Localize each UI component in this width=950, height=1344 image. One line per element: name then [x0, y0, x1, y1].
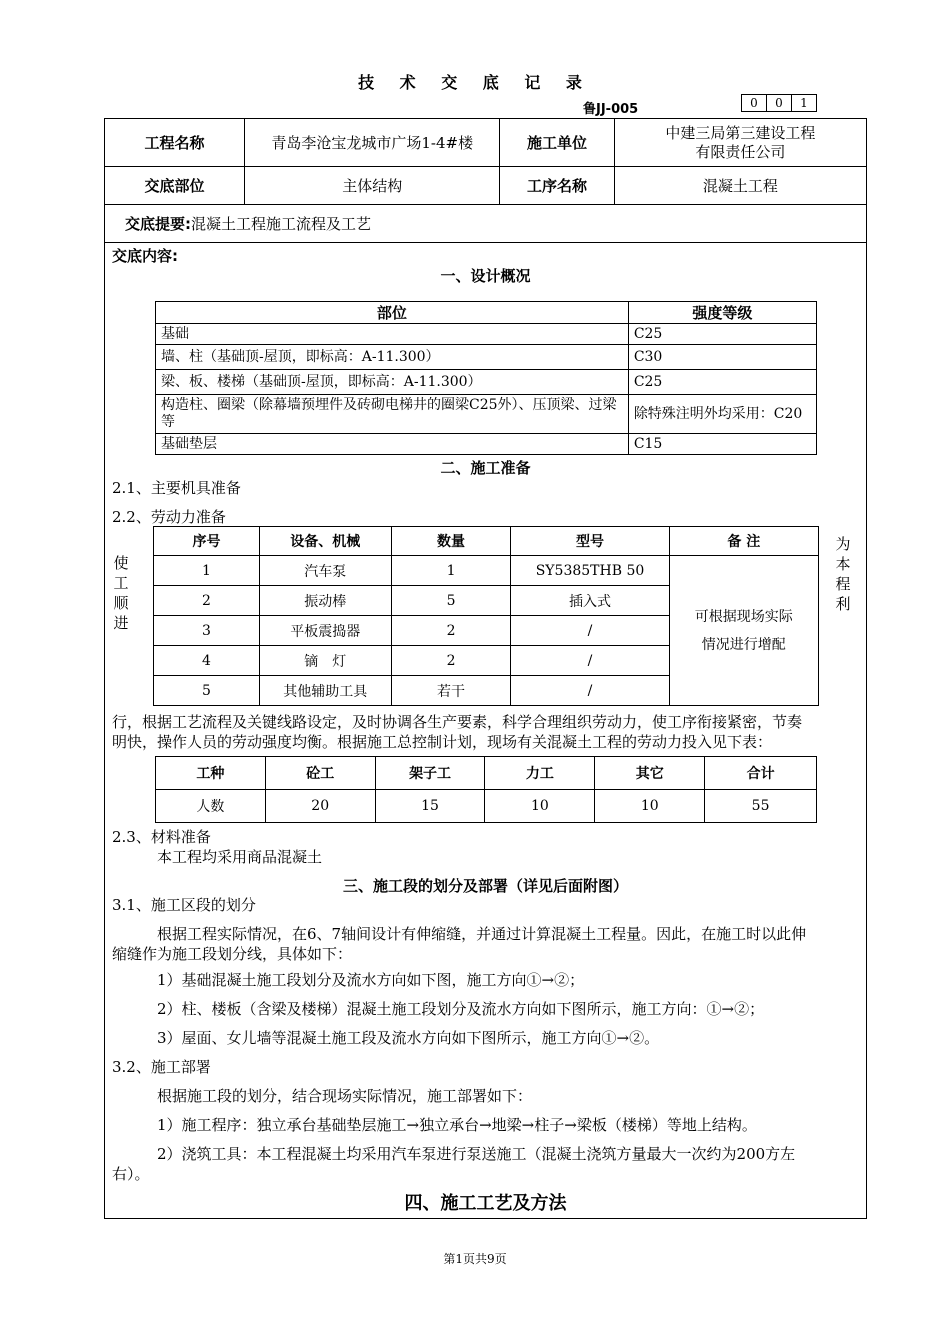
labor-cell: 10 — [595, 790, 705, 823]
table-row — [156, 324, 817, 345]
section3-1-paragraph-line1: 根据工程实际情况，在6、7轴间设计有伸缩缝，并通过计算混凝土工程量。因此，在施工时以此伸 — [157, 925, 807, 943]
equip-no: 5 — [154, 676, 260, 706]
equip-model: / — [511, 616, 669, 646]
part-label: 交底部位 — [105, 167, 245, 205]
summary-row — [105, 205, 867, 243]
grade-cell: C25 — [628, 324, 816, 345]
section3-1-paragraph-line2: 缩缝作为施工段划分线，具体如下： — [112, 945, 353, 963]
grade-cell: 除特殊注明外均采用：C20 — [628, 395, 816, 434]
serial-digit: 1 — [791, 94, 817, 112]
equip-header: 设备、机械 — [259, 527, 391, 556]
section2-3-heading: 2.3、材料准备 — [112, 828, 211, 846]
equip-note-line2: 情况进行增配 — [701, 636, 786, 653]
part-value: 主体结构 — [245, 167, 500, 205]
col-part-header: 部位 — [156, 302, 629, 324]
summary-value: 混凝土工程施工流程及工艺 — [191, 215, 372, 233]
col-grade-header: 强度等级 — [628, 302, 816, 324]
equip-no: 4 — [154, 646, 260, 676]
table-row — [154, 556, 819, 586]
equip-qty: 5 — [391, 586, 511, 616]
labor-header: 其它 — [595, 757, 705, 790]
section3-2-item2-line1: 2）浇筑工具：本工程混凝土均采用汽车泵进行泵送施工（混凝土浇筑方量最大一次约为200方左 — [157, 1145, 796, 1163]
equip-header: 型号 — [511, 527, 669, 556]
side-text-left: 使 工 顺 进 — [113, 554, 129, 632]
equip-qty: 1 — [391, 556, 511, 586]
section3-2-paragraph: 根据施工段的划分，结合现场实际情况，施工部署如下： — [157, 1087, 533, 1105]
document-title: 技 术 交 底 记 录 — [358, 73, 592, 92]
part-cell: 构造柱、圈梁（除幕墙预埋件及砖砌电梯井的圈梁C25外）、压顶梁、过梁等 — [156, 395, 629, 434]
serial-digit: 0 — [741, 94, 767, 112]
equip-note-line1: 可根据现场实际 — [694, 608, 793, 625]
labor-header: 砼工 — [265, 757, 375, 790]
equip-header: 备 注 — [669, 527, 818, 556]
section3-2-item2-line2: 右）。 — [112, 1165, 150, 1183]
table-row — [156, 434, 817, 455]
equip-name: 其他辅助工具 — [259, 676, 391, 706]
equip-no: 3 — [154, 616, 260, 646]
side-text-right: 为 本 程 利 — [835, 535, 851, 613]
section3-2-item1: 1）施工程序：独立承台基础垫层施工→独立承台→地梁→柱子→梁板（楼梯）等地上结构。 — [157, 1116, 757, 1134]
equip-name: 镝 灯 — [259, 646, 391, 676]
table-row — [156, 370, 817, 395]
content-label: 交底内容: — [112, 247, 178, 265]
section2-1-heading: 2.1、主要机具准备 — [112, 479, 241, 497]
equipment-table — [153, 526, 819, 706]
labor-header: 合计 — [705, 757, 817, 790]
section3-1-item2: 2）柱、楼板（含梁及楼梯）混凝土施工段划分及流水方向如下图所示，施工方向：①→②； — [157, 1000, 765, 1018]
section3-1-heading: 3.1、施工区段的划分 — [112, 896, 256, 914]
section4-title: 四、施工工艺及方法 — [404, 1193, 567, 1214]
document-code: 鲁JJ-005 — [583, 102, 639, 117]
grade-cell: C15 — [628, 434, 816, 455]
equip-header: 数量 — [391, 527, 511, 556]
section2-3-text: 本工程均采用商品混凝土 — [157, 848, 323, 866]
section3-2-heading: 3.2、施工部署 — [112, 1058, 211, 1076]
labor-header: 工种 — [156, 757, 266, 790]
section2-2-heading: 2.2、劳动力准备 — [112, 508, 226, 526]
equip-name: 汽车泵 — [259, 556, 391, 586]
table-row — [156, 790, 817, 823]
equip-name: 平板震捣器 — [259, 616, 391, 646]
equip-qty: 2 — [391, 646, 511, 676]
equip-header: 序号 — [154, 527, 260, 556]
section3-title: 三、施工段的划分及部署（详见后面附图） — [342, 877, 628, 895]
part-cell: 梁、板、楼梯（基础顶-屋顶，即标高：A-11.300） — [156, 370, 629, 395]
labor-cell: 15 — [375, 790, 485, 823]
equip-no: 2 — [154, 586, 260, 616]
section3-1-item1: 1）基础混凝土施工段划分及流水方向如下图，施工方向①→②； — [157, 971, 585, 989]
header-table — [104, 118, 867, 243]
unit-value-line2: 有限责任公司 — [695, 142, 786, 161]
equip-model: / — [511, 646, 669, 676]
labor-cell: 10 — [485, 790, 595, 823]
unit-value-line1: 中建三局第三建设工程 — [665, 123, 816, 142]
labor-paragraph-line1: 行，根据工艺流程及关键线路设定，及时协调各生产要素，科学合理组织劳动力，使工序衔接紧密，节奏 — [112, 713, 803, 731]
page-number: 第1页共9页 — [443, 1252, 507, 1266]
equip-model: / — [511, 676, 669, 706]
unit-value — [614, 119, 866, 167]
summary-label: 交底提要: — [125, 215, 191, 233]
part-cell: 基础 — [156, 324, 629, 345]
table-row — [156, 345, 817, 370]
section2-title: 二、施工准备 — [440, 459, 531, 477]
equip-note — [669, 556, 818, 706]
section1-title: 一、设计概况 — [440, 267, 531, 285]
labor-cell: 人数 — [156, 790, 266, 823]
project-label: 工程名称 — [105, 119, 245, 167]
part-cell: 基础垫层 — [156, 434, 629, 455]
table-row — [156, 395, 817, 434]
section3-1-item3: 3）屋面、女儿墙等混凝土施工段及流水方向如下图所示，施工方向①→②。 — [157, 1029, 660, 1047]
labor-cell: 55 — [705, 790, 817, 823]
labor-header: 架子工 — [375, 757, 485, 790]
part-cell: 墙、柱（基础顶-屋顶，即标高：A-11.300） — [156, 345, 629, 370]
equip-name: 振动棒 — [259, 586, 391, 616]
serial-digit: 0 — [766, 94, 792, 112]
equip-model: 插入式 — [511, 586, 669, 616]
labor-header: 力工 — [485, 757, 595, 790]
grade-cell: C25 — [628, 370, 816, 395]
process-value: 混凝土工程 — [614, 167, 866, 205]
equip-no: 1 — [154, 556, 260, 586]
equip-model: SY5385THB 50 — [511, 556, 669, 586]
labor-table — [155, 756, 817, 823]
equip-qty: 2 — [391, 616, 511, 646]
design-strength-table — [155, 301, 817, 455]
labor-cell: 20 — [265, 790, 375, 823]
unit-label: 施工单位 — [500, 119, 614, 167]
project-value: 青岛李沧宝龙城市广场1-4#楼 — [245, 119, 500, 167]
equip-qty: 若干 — [391, 676, 511, 706]
grade-cell: C30 — [628, 345, 816, 370]
serial-number-boxes — [742, 94, 817, 112]
process-label: 工序名称 — [500, 167, 614, 205]
labor-paragraph-line2: 明快，操作人员的劳动强度均衡。根据施工总控制计划，现场有关混凝土工程的劳动力投入见下表： — [112, 733, 773, 751]
